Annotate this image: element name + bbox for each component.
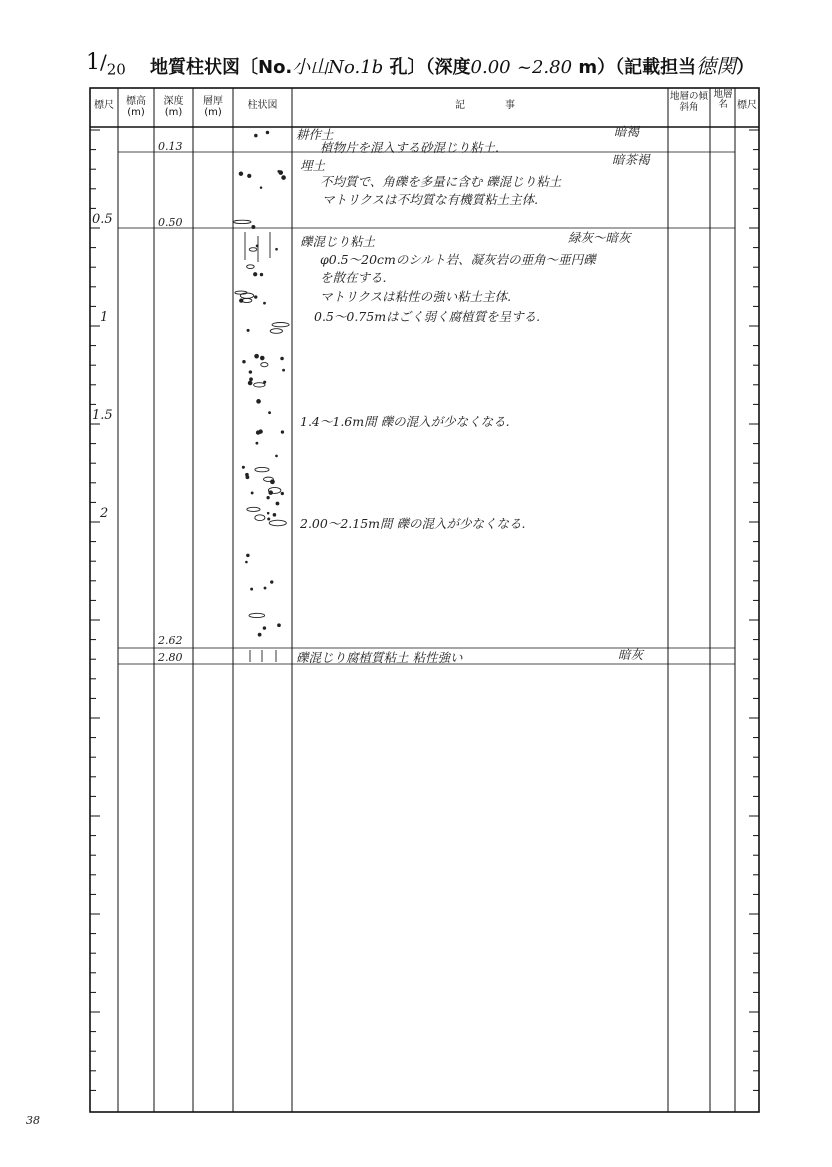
header-description-b: 事	[505, 100, 515, 111]
pebble-symbol	[255, 354, 259, 358]
pebble-symbol	[252, 226, 255, 229]
pebble-symbol	[268, 518, 270, 520]
description-layer-name: 耕作土	[296, 127, 334, 142]
header-scale-left: 標尺	[94, 100, 114, 111]
scale-label: 0.5	[92, 212, 113, 227]
pebble-symbol	[255, 467, 269, 471]
depth-value: 0.50	[158, 216, 183, 229]
pebble-symbol	[254, 383, 265, 387]
pebble-symbol	[260, 356, 264, 360]
pebble-symbol	[264, 587, 266, 589]
scale-label: 1	[100, 310, 109, 325]
pebble-symbol	[264, 302, 266, 304]
depth-tilde: ~	[516, 57, 532, 78]
pebble-symbol	[254, 296, 257, 299]
pebble-symbol	[248, 174, 251, 177]
borehole-number: 小山No.1b	[292, 57, 384, 78]
pebble-symbol	[269, 412, 271, 414]
pebble-symbol	[233, 220, 251, 223]
pebble-symbol	[248, 381, 252, 385]
pebble-symbol	[240, 299, 243, 302]
pebble-symbol	[240, 293, 253, 298]
depth-to: 2.80	[531, 57, 573, 78]
pebble-symbol	[267, 496, 269, 498]
pebble-symbol	[270, 480, 274, 484]
pebble-symbol	[267, 512, 269, 514]
description-layer-name: 礫混じり粘土	[300, 234, 376, 249]
header-description-a: 記	[455, 100, 465, 111]
pebble-symbol	[251, 588, 253, 590]
description-layer-name: 埋土	[300, 158, 326, 173]
title-recorder-label: m）（記載担当	[578, 57, 697, 78]
depth-value: 2.80	[158, 651, 183, 664]
description-line: マトリクスは粘性の強い粘土主体.	[320, 289, 512, 304]
pebble-symbol	[281, 357, 284, 360]
header-scale-right: 標尺	[737, 100, 757, 111]
pebble-symbol	[249, 613, 265, 617]
scale-numerator: 1	[86, 50, 100, 75]
pebble-symbol	[263, 627, 266, 630]
pebble-symbol	[276, 455, 278, 457]
pebble-symbol	[282, 176, 286, 180]
pebble-symbol	[247, 554, 250, 557]
pebble-symbol	[243, 360, 246, 363]
title-close: ）	[736, 57, 755, 78]
pebble-symbol	[271, 581, 273, 583]
pebble-symbol	[269, 520, 286, 526]
pebble-symbol	[259, 430, 263, 434]
pebble-symbol	[273, 513, 276, 516]
pebble-symbol	[270, 329, 282, 334]
depth-value: 0.13	[158, 140, 183, 153]
pebble-symbol	[247, 507, 260, 511]
pebble-symbol	[251, 492, 253, 494]
pebble-symbol	[254, 273, 257, 276]
pebble-symbol	[278, 624, 281, 627]
header-formation: 地層名	[713, 89, 733, 110]
description-color: 緑灰〜暗灰	[568, 230, 631, 245]
pebble-symbol	[255, 515, 265, 521]
pebble-symbol	[281, 492, 283, 494]
pebble-symbol	[276, 248, 278, 250]
pebble-symbol	[272, 322, 289, 326]
pebble-symbol	[266, 131, 269, 134]
description-color: 暗灰	[618, 647, 644, 662]
header-depth: 深度 (m)	[163, 96, 184, 118]
title-prefix: 地質柱状図〔No.	[150, 57, 293, 78]
title-depth-label: 孔〕（深度	[389, 57, 471, 78]
pebble-symbol	[257, 399, 261, 403]
pebble-symbol	[256, 442, 258, 444]
page-mark: 38	[26, 1114, 40, 1127]
pebble-symbol	[258, 633, 261, 636]
scale-label: 1.5	[92, 408, 113, 423]
pebble-symbol	[247, 265, 255, 269]
pebble-symbol	[261, 363, 268, 367]
description-line: 不均質で、角礫を多量に含む 礫混じり粘土	[320, 174, 562, 189]
pebble-symbol	[278, 170, 280, 172]
pebble-symbol	[246, 561, 248, 563]
recorder-name: 徳関	[696, 54, 737, 78]
pebble-symbol	[247, 329, 249, 331]
pebble-symbol	[276, 502, 279, 505]
header-elevation: 標高 (m)	[126, 96, 146, 118]
description-line: 0.5〜0.75mはごく弱く腐植質を呈する.	[314, 309, 541, 324]
scale-label: 2	[100, 506, 109, 521]
pebble-symbol	[264, 381, 266, 383]
pebble-symbol	[249, 371, 252, 374]
description-line: 植物片を混入する砂混じり粘土.	[320, 140, 499, 155]
description-line: マトリクスは不均質な有機質粘土主体.	[322, 192, 539, 207]
pebble-symbol	[250, 378, 253, 381]
description-line: 1.4〜1.6m間 礫の混入が少なくなる.	[300, 414, 510, 429]
pebble-symbol	[283, 369, 285, 371]
description-line: φ0.5〜20cmのシルト岩、凝灰岩の亜角〜亜円礫	[320, 252, 596, 267]
depth-value: 2.62	[158, 634, 183, 647]
header-column: 柱状図	[247, 100, 278, 111]
pebble-symbol	[260, 273, 262, 275]
header-dip: 地層の傾斜角	[669, 91, 708, 113]
description-color: 暗茶褐	[612, 152, 650, 167]
pebble-symbol	[246, 476, 249, 479]
pebble-symbol	[281, 431, 283, 433]
scale-denominator: 20	[106, 60, 126, 79]
description-line: を散在する.	[320, 270, 387, 285]
description-layer-name: 礫混じり腐植質粘土 粘性強い	[296, 650, 463, 665]
pebble-symbol	[249, 248, 257, 251]
pebble-symbol	[239, 172, 243, 176]
pebble-symbol	[242, 466, 244, 468]
description-color: 暗褐	[614, 124, 640, 139]
description-line: 2.00〜2.15m間 礫の混入が少なくなる.	[300, 516, 526, 531]
pebble-symbol	[255, 134, 258, 137]
pebble-symbol	[260, 187, 262, 189]
depth-from: 0.00	[470, 57, 511, 78]
header-thickness: 層厚 (m)	[203, 96, 223, 118]
scale-fraction: $1/_{20}$	[86, 50, 126, 79]
